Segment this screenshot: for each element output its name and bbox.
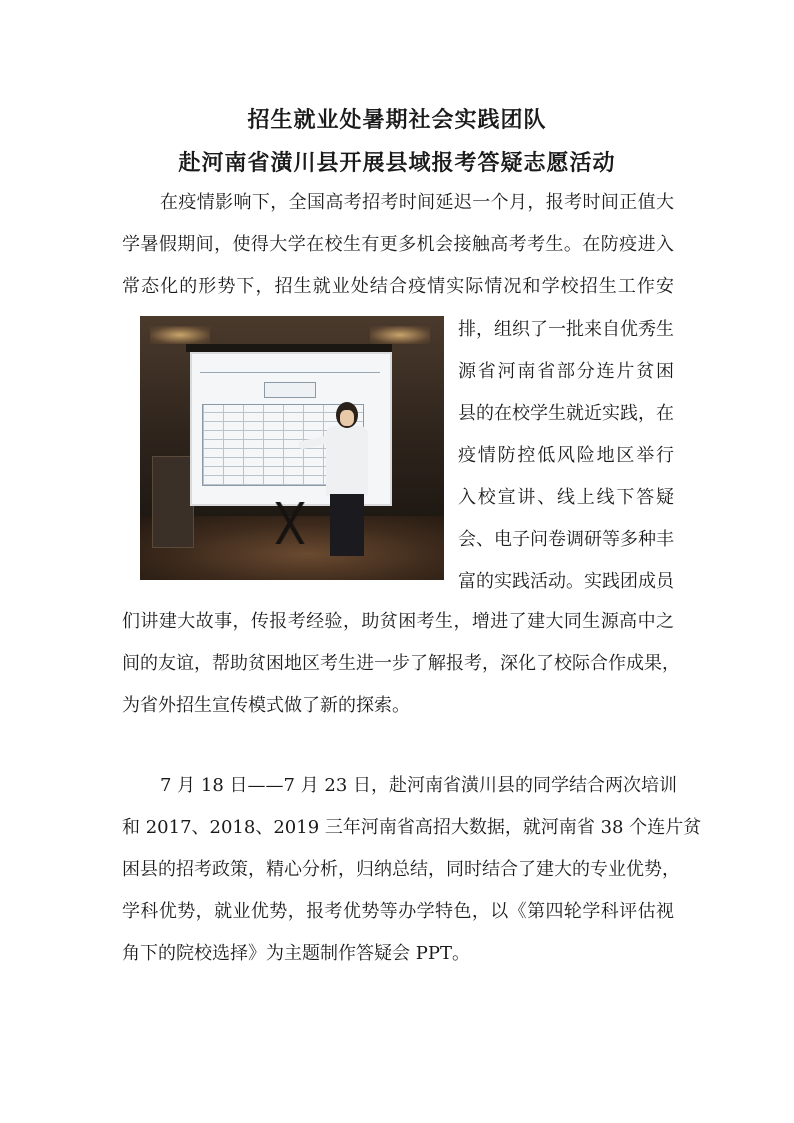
speaker-body — [326, 426, 368, 496]
paragraph2-line: 角下的院校选择》为主题制作答疑会 PPT。 — [122, 943, 470, 964]
presentation-photo — [140, 316, 444, 580]
paragraph1-line: 们讲建大故事，传报考经验，助贫困考生，增进了建大同生源高中之 — [122, 611, 674, 632]
paragraph1-line: 疫情防控低风险地区举行 — [458, 445, 674, 466]
paragraph2-line: 学科优势，就业优势，报考优势等办学特色，以《第四轮学科评估视 — [122, 901, 674, 922]
paragraph1-line: 间的友谊，帮助贫困地区考生进一步了解报考，深化了校际合作成果， — [122, 653, 680, 674]
paragraph1-line: 学暑假期间，使得大学在校生有更多机会接触高考考生。在防疫进入 — [122, 234, 674, 255]
paragraph1-line: 会、电子问卷调研等多种丰 — [458, 529, 674, 550]
projector-screen-frame — [186, 344, 392, 352]
paragraph2-line: 7 月 18 日——7 月 23 日，赴河南省潢川县的同学结合两次培训 — [160, 775, 678, 796]
speaker-face — [340, 410, 354, 426]
paragraph1-line: 常态化的形势下，招生就业处结合疫情实际情况和学校招生工作安 — [122, 276, 674, 297]
speaker-legs — [330, 494, 364, 556]
document-title: 招生就业处暑期社会实践团队 — [247, 107, 547, 133]
photo-lamp — [370, 326, 430, 344]
paragraph2-line: 和 2017、2018、2019 三年河南省高招大数据，就河南省 38 个连片贫 — [122, 817, 702, 838]
paragraph2-line: 困县的招考政策，精心分析，归纳总结，同时结合了建大的专业优势， — [122, 859, 680, 880]
paragraph1-line: 源省河南省部分连片贫困 — [458, 361, 674, 382]
document-subtitle: 赴河南省潢川县开展县域报考答疑志愿活动 — [178, 150, 616, 176]
paragraph1-line: 在疫情影响下，全国高考招考时间延迟一个月，报考时间正值大 — [160, 192, 674, 213]
paragraph1-line: 县的在校学生就近实践，在 — [458, 403, 674, 424]
paragraph1-line: 富的实践活动。实践团成员 — [458, 571, 674, 592]
slide-header — [200, 360, 380, 373]
paragraph1-line: 排，组织了一批来自优秀生 — [458, 319, 674, 340]
photo-banner-stand — [152, 456, 194, 548]
photo-lamp — [150, 326, 210, 344]
paragraph1-line: 为省外招生宣传模式做了新的探索。 — [122, 695, 410, 716]
slide-title — [264, 382, 316, 398]
paragraph1-line: 入校宣讲、线上线下答疑 — [458, 487, 674, 508]
